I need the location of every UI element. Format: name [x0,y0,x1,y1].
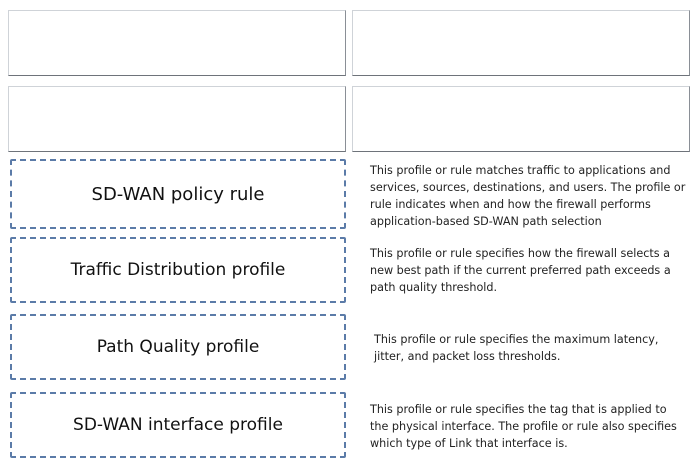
answer-slot-right-2[interactable] [352,86,690,152]
draggable-item-traffic-distribution-profile[interactable] [10,237,346,303]
item-label: Traffic Distribution profile [70,260,286,280]
answer-slot-right-1[interactable] [352,10,690,76]
answer-slot-left-1[interactable] [8,10,346,76]
draggable-item-sdwan-interface-profile[interactable] [10,392,346,458]
item-label: SD-WAN policy rule [91,183,265,205]
draggable-item-path-quality-profile[interactable] [10,314,346,380]
answer-slot-left-2[interactable] [8,86,346,152]
draggable-item-sdwan-policy-rule[interactable] [10,159,346,229]
item-label: Path Quality profile [96,337,260,357]
description-2: This profile or rule specifies how the firewall selects a new best path if the current preferred path exceeds a path quality threshold. [370,247,671,294]
item-label: SD-WAN interface profile [73,415,283,435]
description-1: This profile or rule matches traffic to applications and services, sources, destinations, and users. The profile or rule indicates when and how the firewall performs application-based SD-WAN path selection [370,164,686,228]
description-3: This profile or rule specifies the maximum latency, jitter, and packet loss thresholds. [374,333,659,363]
description-4: This profile or rule specifies the tag that is applied to the physical interface. The profile or rule also specifies which type of Link that interface is. [370,403,677,450]
